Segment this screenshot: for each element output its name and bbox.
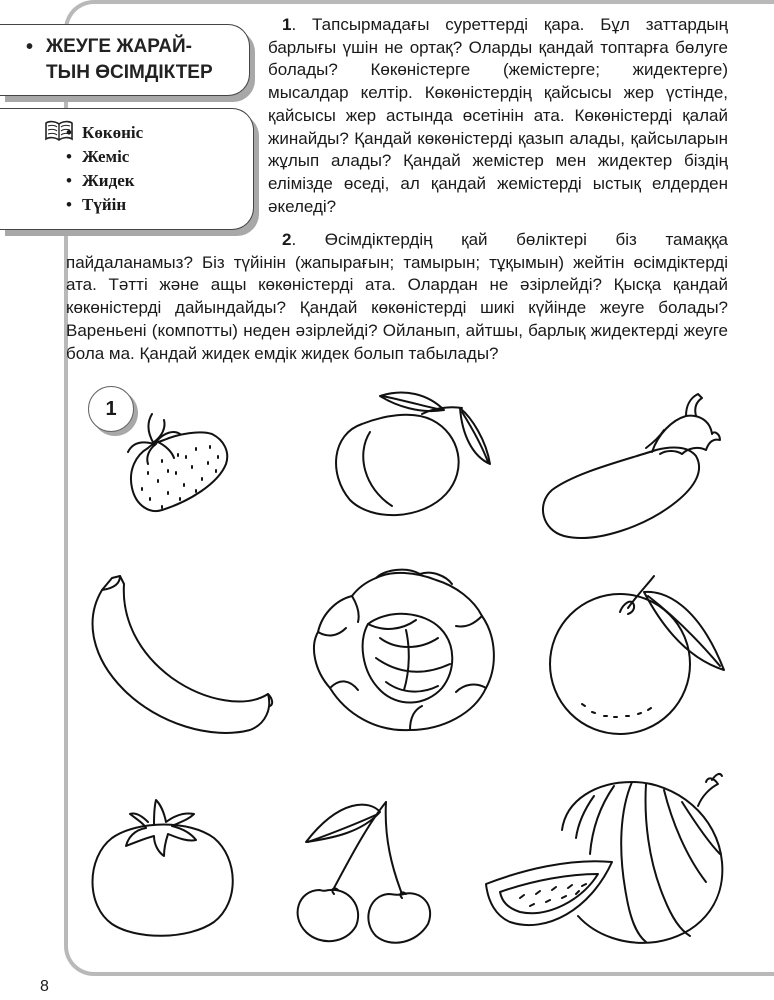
keyword-item: • Түйін: [82, 193, 253, 217]
banana-icon: [82, 574, 274, 736]
cabbage-icon: [306, 566, 498, 732]
plum-icon: [322, 384, 492, 524]
figure-badge: 1: [88, 386, 134, 432]
bullet-icon: •: [26, 36, 34, 58]
keyword-list: [82, 121, 253, 217]
task-2-number: 2: [282, 230, 292, 249]
tomato-icon: [88, 798, 238, 938]
task-1-number: 1: [282, 15, 292, 34]
task-2-paragraph: [66, 229, 728, 365]
task-1-text: . Тапсырмадағы суреттерді қара. Бұл заттардың барлығы үшін не ортақ? Оларды қандай топтарға бөлуге болады? Көкөністерге (жемістерге; жидектерге) мысалдар келтір. Көкөністердің қайсысы жер үстінде, қайсысы жер астында өсетінін ата. Көкөністерді қалай жинайды? Қандай көкөністерді қазып алады, қайсыларын жұлып алады? Қандай жемістер мен жидектер біздің елімізде өседі, ал қандай жемістерді ыстық елдерден әкеледі?: [268, 15, 728, 216]
keyword-item: • Жидек: [82, 169, 253, 193]
topic-title-line1: ЖЕУГЕ ЖАРАЙ-: [46, 36, 192, 57]
page-number: 8: [40, 978, 49, 995]
keyword-item: • Көкөніс: [82, 121, 253, 145]
task-1-paragraph: [268, 14, 728, 218]
cherry-icon: [290, 798, 440, 944]
keywords-box: [0, 108, 254, 230]
task-2-text: . Өсімдіктердің қай бөліктері біз тамаққа пайдаланамыз? Біз түйінін (жапырағын; тамырын; тұқымын) жейтін өсімдіктерді ата. Тәтті және ащы көкөністерді ата. Олардан не әзірлейді? Қысқа қандай көкөністерді дайындайды? Қандай көкөністерді шикі күйінде жеуге болады? Вареньені (компотты) неден әзірлейді? Ойланып, айтшы, барлық жидектерді жеуге бола ма. Қандай жидек емдік жидек болып табылады?: [66, 230, 728, 363]
strawberry-icon: [118, 410, 238, 520]
topic-title-box: [0, 24, 250, 96]
topic-title-line2: ТЫН ӨСІМДІКТЕР: [46, 62, 213, 83]
orange-icon: [548, 574, 726, 740]
watermelon-icon: [486, 770, 726, 946]
keyword-item: • Жеміс: [82, 145, 253, 169]
eggplant-icon: [536, 390, 726, 550]
